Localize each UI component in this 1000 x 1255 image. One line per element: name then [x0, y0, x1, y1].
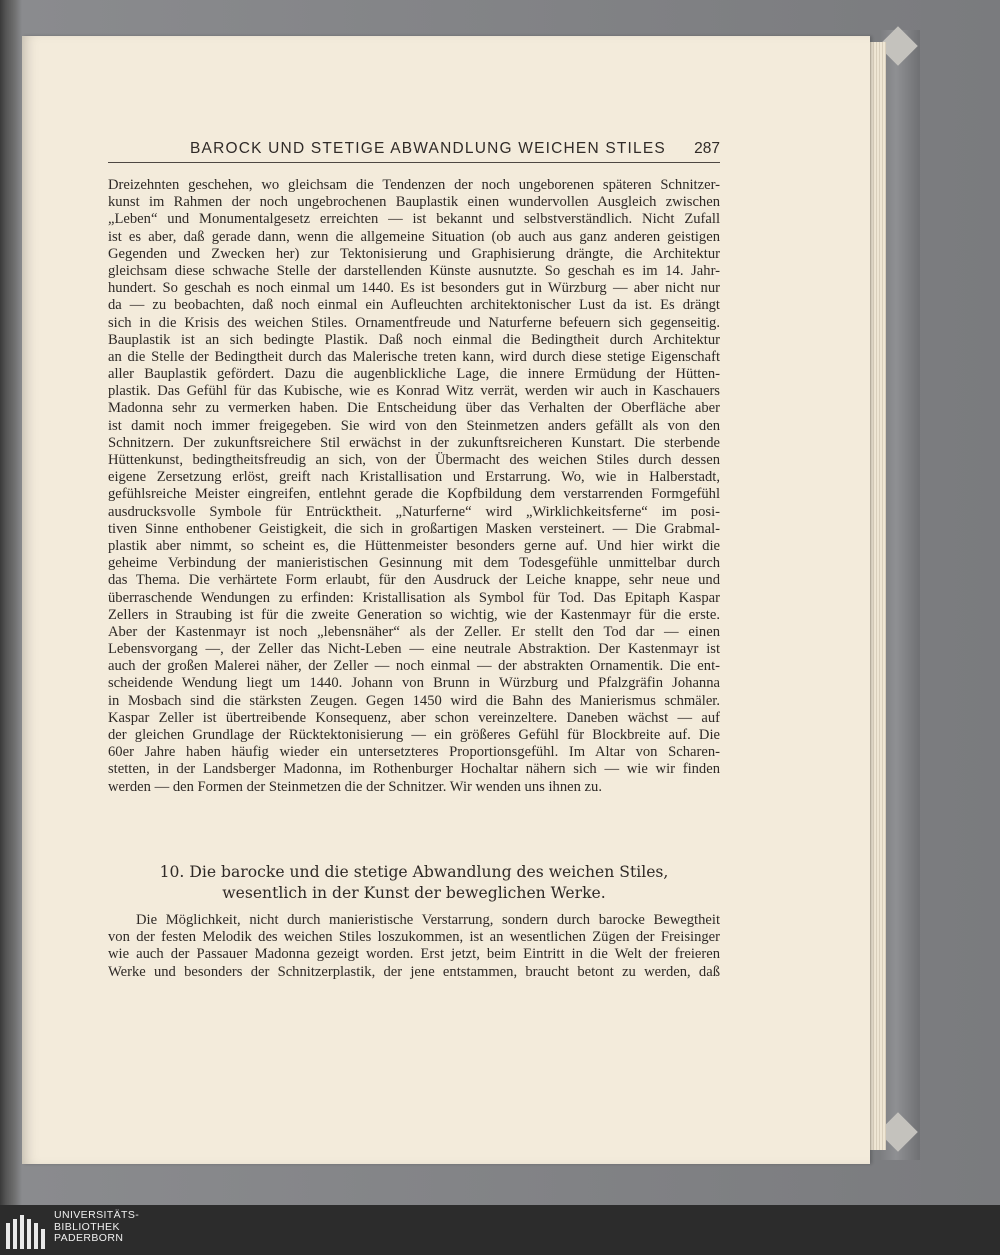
text-line: Lebensvorgang —, der Zeller das Nicht-Leben — eine neutrale Abstraktion. Der Kastenmayr ist	[108, 641, 720, 658]
library-name	[54, 1210, 139, 1245]
text-line: auch der großen Malerei näher, der Zeller — noch einmal — der abstrakten Ornamentik. Die ent-	[108, 658, 720, 675]
text-line: gleichsam diese schwache Stelle der darstellenden Künste ausnutzte. So geschah es im 14. Jahr-	[108, 262, 720, 279]
library-name-line-3: PADERBORN	[54, 1232, 124, 1244]
text-line: wie auch der Passauer Madonna gezeigt worden. Erst jetzt, beim Eintritt in die Welt der freieren	[108, 946, 720, 963]
text-line: werden — den Formen der Steinmetzen die der Schnitzer. Wir wenden uns ihnen zu.	[108, 778, 602, 795]
text-line: das Thema. Die verhärtete Form erlaubt, für den Ausdruck der Leiche knappe, sehr neue und	[108, 572, 720, 589]
text-line: stetten, in der Landsberger Madonna, im Rothenburger Hochaltar nähern sich — wie wir finden	[108, 761, 720, 778]
text-line: tiven Sinne enthobener Geistigkeit, die sich in großartigen Masken versteinert. — Die Grabmal-	[108, 520, 720, 537]
text-line: Kaspar Zeller ist übertreibende Konsequenz, aber schon vereinzeltere. Daneben wächst — auf	[108, 709, 720, 726]
text-line: Werke und besonders der Schnitzerplastik, der jene entstammen, braucht betont zu werden, daß	[108, 963, 720, 980]
text-line: überraschende Wendungen zu erfinden: Kristallisation als Symbol für Tod. Das Epitaph Kaspar	[108, 589, 720, 606]
text-line: plastik. Das Gefühl für das Kubische, wie es Konrad Witz verrät, werden wir auch in Kaschauers	[108, 383, 720, 400]
text-line: Schnitzern. Der zukunftsreichere Stil erwächst in der zukunftsreicheren Kunstart. Die sterbende	[108, 434, 720, 451]
text-line: kunst im Rahmen der noch ungebrochenen Bauplastik einen wundervollen Ausgleich zwischen	[108, 194, 720, 211]
running-head: BAROCK UND STETIGE ABWANDLUNG WEICHEN STILES	[190, 140, 666, 157]
text-line: „Leben“ und Monumentalgesetz erreichten — ist bekannt und selbstverständlich. Nicht Zufall	[108, 211, 720, 228]
text-line: da — zu beobachten, daß noch einmal ein Aufleuchten architektonischer Lust da ist. Es drängt	[108, 297, 720, 314]
section-heading-line-2: wesentlich in der Kunst der beweglichen Werke.	[222, 884, 606, 902]
library-logo-icon	[6, 1213, 48, 1249]
page-number: 287	[694, 140, 720, 157]
text-line: ist damit noch immer freigegeben. Sie wird von den Steinmetzen anders gefällt als von den	[108, 417, 720, 434]
library-name-line-1: UNIVERSITÄTS-	[54, 1209, 140, 1221]
text-line: Dreizehnten geschehen, wo gleichsam die Tendenzen der noch ungeborenen späteren Schnitzer-	[108, 177, 720, 193]
text-line: von der festen Melodik des weichen Stiles loszukommen, ist an wesentlichen Zügen der Freisinger	[108, 929, 720, 946]
text-line: 60er Jahre haben häufig wieder ein untersetzteres Proportionsgefühl. Im Altar von Scharen-	[108, 744, 720, 761]
text-line: Aber der Kastenmayr ist noch „lebensnäher“ als der Zeller. Er stellt den Tod dar — einen	[108, 623, 720, 640]
text-line: sich in die Krisis des weichen Stiles. Ornamentfreude und Naturferne befeuern sich gegenseitig.	[108, 314, 720, 331]
text-line: in Mosbach sind die stärksten Zeugen. Gegen 1450 wird die Bahn des Manierismus schmäler.	[108, 692, 720, 709]
book-page	[22, 36, 870, 1164]
text-line: Zellers in Straubing ist für die zweite Generation so wichtig, wie der Kastenmayr für die erste.	[108, 606, 720, 623]
library-name-line-2: BIBLIOTHEK	[54, 1220, 120, 1233]
text-line: eigene Zersetzung erlöst, greift nach Kristallisation und Erstarrung. Wo, wie in Halberstadt,	[108, 469, 720, 486]
text-line: ausdrucksvolle Symbole für Entrücktheit. „Naturferne“ wird „Wirklichkeitsferne“ im posi-	[108, 503, 720, 520]
text-line: hundert. So geschah es noch einmal um 1440. Es ist besonders gut in Würzburg — aber nicht nur	[108, 280, 720, 297]
section-heading-line-1: 10. Die barocke und die stetige Abwandlung des weichen Stiles,	[159, 863, 669, 881]
text-line: Die Möglichkeit, nicht durch manieristische Verstarrung, sondern durch barocke Bewegtheit	[136, 912, 720, 928]
section-heading	[108, 862, 720, 904]
text-line: an die Stelle der Bedingtheit durch das Malerische treten kann, wird durch diese stetige Eigenschaft	[108, 348, 720, 365]
body-paragraph	[108, 177, 720, 796]
text-line: gefühlsreiche Meister eingreifen, entlehnt gerade die Kopfbildung dem verstarrenden Formgefühl	[108, 486, 720, 503]
section-paragraph	[108, 912, 720, 981]
text-line: plastik aber nimmt, so scheint es, die Hüttenmeister besonders gerne auf. Und hier wirkt die	[108, 537, 720, 554]
text-line: Madonna sehr zu vermerken haben. Die Entscheidung über das Verhalten der Oberfläche aber	[108, 400, 720, 417]
text-line: Hüttenkunst, bedingtheitsfreudig an sich, von der Übermacht des weichen Stiles durch dessen	[108, 452, 720, 468]
text-line: der gleichen Grundlage der Rücktektonisierung — ein größeres Gefühl für Blockbreite auf. Die	[108, 727, 720, 743]
text-line: ist es aber, daß gerade dann, wenn die allgemeine Situation (ob auch aus ganz anderen geistigen	[108, 228, 720, 245]
text-line: scheidende Wendung liegt um 1440. Johann von Brunn in Würzburg und Pfalzgräfin Johanna	[108, 675, 720, 692]
text-line: geheime Verbindung der manieristischen Gesinnung mit dem Todesgefühle unmittelbar durch	[108, 555, 720, 572]
page-header	[108, 138, 720, 163]
book-cover-edge	[880, 30, 920, 1160]
text-line: Gegenden und Zwecken her) zur Tektonisierung und Graphisierung drängte, die Architektur	[108, 245, 720, 262]
text-line: Bauplastik ist an sich bedingte Plastik. Daß noch einmal die Bedingtheit durch Architektur	[108, 331, 720, 348]
text-line: aller Bauplastik gefördert. Dazu die augenblickliche Lage, die innere Ermüdung der Hütten-	[108, 366, 720, 383]
library-footer-bar	[0, 1205, 1000, 1255]
